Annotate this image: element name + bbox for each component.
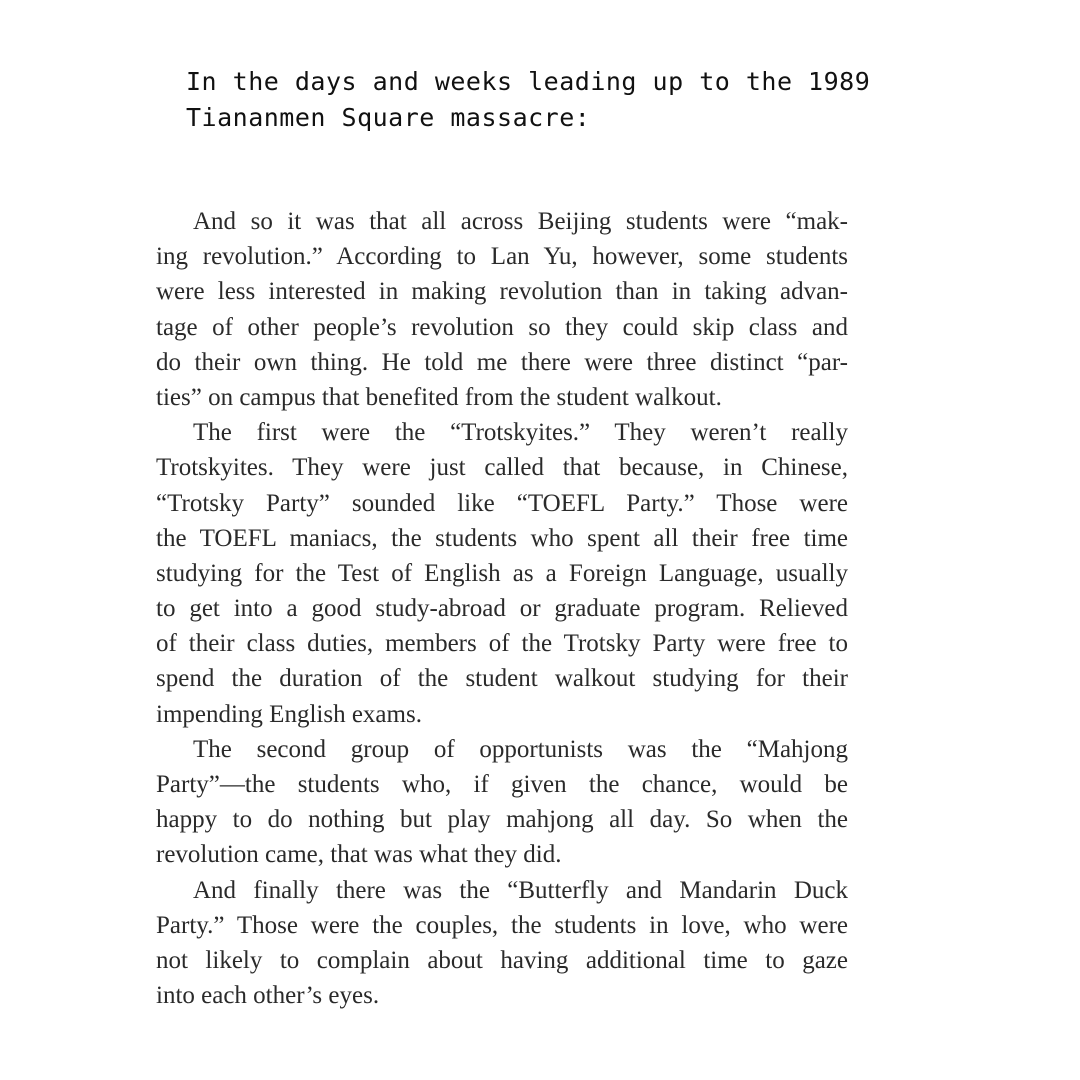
- paragraph-lan-yu-intro: [156, 204, 848, 415]
- text-line: The first were the “Trotskyites.” They weren’t really: [193, 419, 848, 447]
- caption-line: In the days and weeks leading up to the 1989: [186, 67, 871, 96]
- caption-line: Tiananmen Square massacre:: [186, 103, 591, 132]
- text-line: were less interested in making revolution than in taking advan-: [156, 278, 848, 306]
- paragraph-trotskyites: [156, 415, 848, 732]
- text-line: spend the duration of the student walkout studying for their: [156, 665, 848, 693]
- text-line: ties” on campus that benefited from the student walkout.: [156, 383, 722, 411]
- text-line: studying for the Test of English as a Foreign Language, usually: [156, 559, 848, 587]
- paragraph-mahjong-party: [156, 732, 848, 873]
- text-line: And finally there was the “Butterfly and Mandarin Duck: [193, 876, 848, 904]
- text-line: Party”—the students who, if given the chance, would be: [156, 771, 848, 798]
- text-line: of their class duties, members of the Trotsky Party were free to: [156, 630, 848, 658]
- paragraph-butterfly-party: [156, 873, 848, 1014]
- text-line: not likely to complain about having additional time to gaze: [156, 946, 848, 974]
- text-line: revolution came, that was what they did.: [156, 841, 562, 869]
- handwritten-caption: [186, 64, 886, 136]
- text-line: Party.” Those were the couples, the students in love, who were: [156, 911, 848, 939]
- text-line: do their own thing. He told me there were three distinct “par-: [156, 348, 848, 376]
- text-line: Trotskyites. They were just called that because, in Chinese,: [156, 454, 848, 482]
- book-excerpt: [156, 204, 848, 1013]
- text-line: into each other’s eyes.: [156, 982, 380, 1010]
- text-line: happy to do nothing but play mahjong all day. So when the: [156, 806, 848, 834]
- text-line: tage of other people’s revolution so they could skip class and: [156, 313, 848, 341]
- text-line: the TOEFL maniacs, the students who spent all their free time: [156, 524, 848, 552]
- text-line: impending English exams.: [156, 700, 422, 728]
- text-line: The second group of opportunists was the “Mahjong: [193, 735, 848, 763]
- text-line: ing revolution.” According to Lan Yu, however, some students: [156, 243, 848, 271]
- text-line: “Trotsky Party” sounded like “TOEFL Party.” Those were: [156, 489, 848, 517]
- text-line: to get into a good study-abroad or graduate program. Relieved: [156, 595, 848, 623]
- text-line: And so it was that all across Beijing students were “mak-: [193, 208, 848, 235]
